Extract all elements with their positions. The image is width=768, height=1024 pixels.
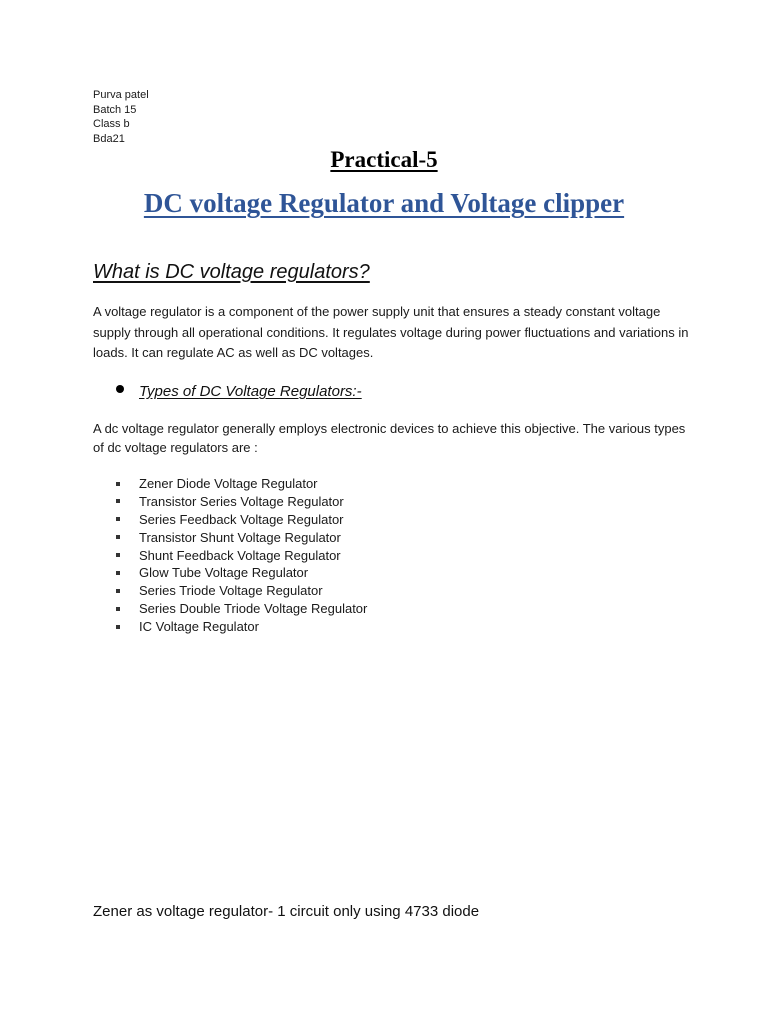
square-bullet-icon	[116, 482, 120, 486]
square-bullet-icon	[116, 571, 120, 575]
square-bullet-icon	[116, 517, 120, 521]
list-item-label: IC Voltage Regulator	[139, 619, 259, 635]
types-heading	[116, 383, 362, 400]
author-class: Class b	[93, 118, 130, 131]
author-info	[93, 88, 149, 147]
square-bullet-icon	[116, 553, 120, 557]
list-item-label: Series Triode Voltage Regulator	[139, 583, 323, 599]
list-item	[116, 547, 367, 565]
section-heading: What is DC voltage regulators?	[93, 261, 370, 283]
list-item-label: Transistor Series Voltage Regulator	[139, 493, 344, 509]
author-name: Purva patel	[93, 89, 149, 101]
list-item	[116, 600, 367, 618]
list-item	[116, 475, 367, 493]
regulator-types-list	[116, 475, 367, 636]
list-item-label: Zener Diode Voltage Regulator	[139, 476, 318, 491]
types-heading-label: Types of DC Voltage Regulators:-	[139, 383, 362, 400]
list-item	[116, 511, 367, 529]
list-item-label: Transistor Shunt Voltage Regulator	[139, 529, 341, 545]
square-bullet-icon	[116, 625, 120, 629]
list-item-label: Shunt Feedback Voltage Regulator	[139, 547, 341, 563]
list-item	[116, 529, 367, 547]
list-item	[116, 582, 367, 600]
author-batch: Batch 15	[93, 103, 137, 116]
list-item-label: Glow Tube Voltage Regulator	[139, 565, 309, 581]
square-bullet-icon	[116, 607, 120, 611]
list-item-label: Series Feedback Voltage Regulator	[139, 511, 344, 527]
list-item-label: Series Double Triode Voltage Regulator	[139, 601, 368, 617]
intro-paragraph: A voltage regulator is a component of the power supply unit that ensures a steady constant voltage supply through all operational conditions. It regulates voltage during power fluctuations and variations in loads. It can regulate AC as well as DC voltages.	[93, 304, 689, 360]
types-paragraph: A dc voltage regulator generally employs electronic devices to achieve this objective. The various types of dc voltage regulators are :	[93, 421, 686, 455]
bullet-icon	[116, 385, 124, 393]
author-roll: Bda21	[93, 133, 125, 146]
document-title: DC voltage Regulator and Voltage clipper	[143, 188, 625, 218]
square-bullet-icon	[116, 589, 120, 593]
practical-title: Practical-5	[330, 147, 438, 172]
square-bullet-icon	[116, 499, 120, 503]
list-item	[116, 493, 367, 511]
square-bullet-icon	[116, 535, 120, 539]
list-item	[116, 618, 367, 636]
zener-note: Zener as voltage regulator- 1 circuit only using 4733 diode	[93, 903, 480, 920]
list-item	[116, 564, 367, 582]
